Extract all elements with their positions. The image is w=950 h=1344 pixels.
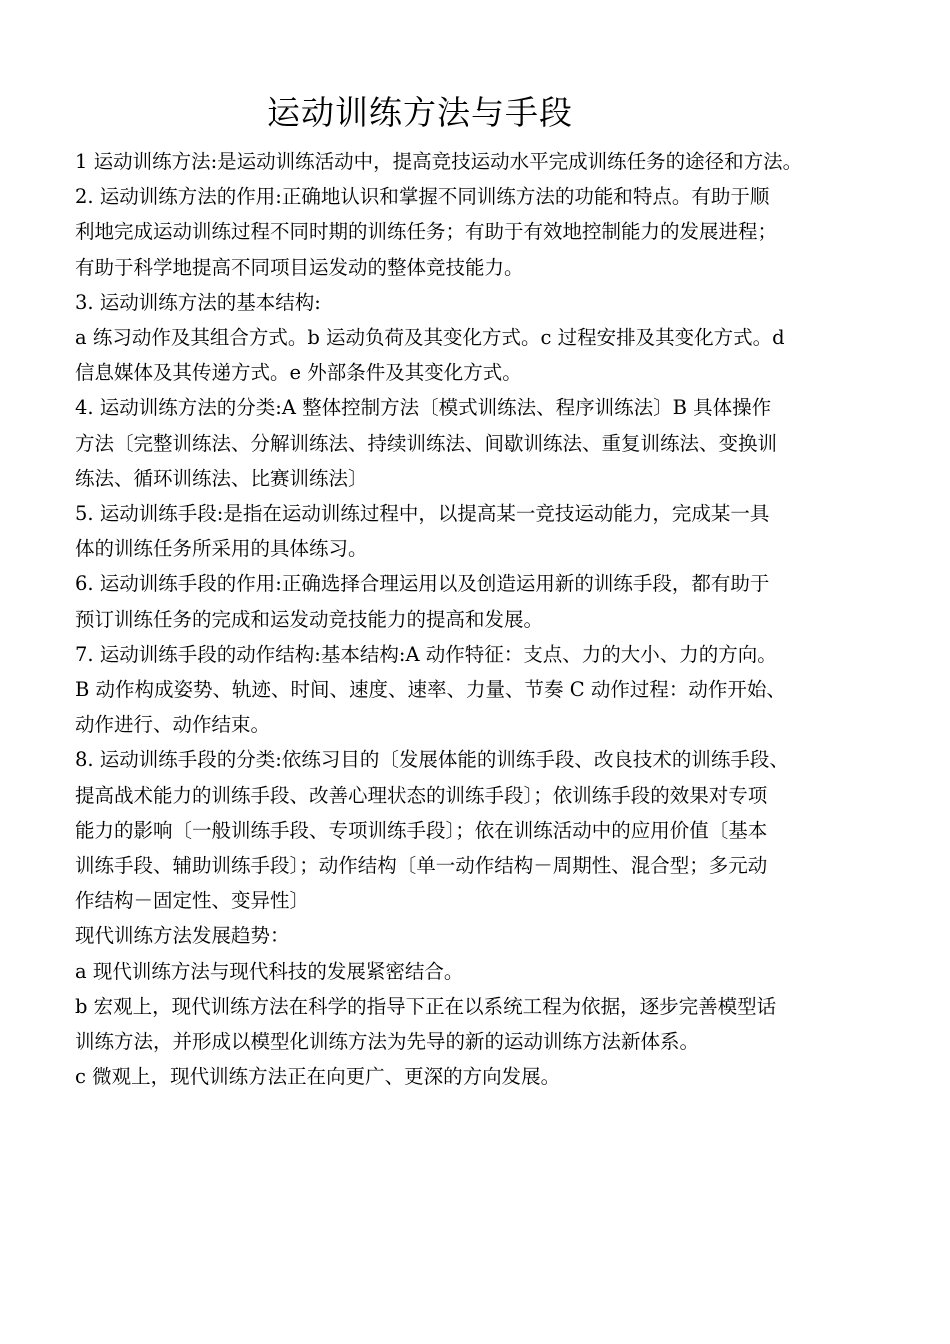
text-line: 动作进行、动作结束。 — [75, 713, 271, 737]
text-line: 练法、循环训练法、比赛训练法〕 — [75, 466, 368, 490]
text-line: 方法〔完整训练法、分解训练法、持续训练法、间歇训练法、重复训练法、变换训 — [75, 431, 778, 455]
document-body — [75, 144, 905, 1094]
text-line: 2. 运动训练方法的作用:正确地认识和掌握不同训练方法的功能和特点。有助于顺 — [75, 185, 770, 209]
text-line: 作结构－固定性、变异性〕 — [75, 889, 310, 913]
text-line: 训练方法，并形成以模型化训练方法为先导的新的运动训练方法新体系。 — [75, 1030, 700, 1054]
text-line: 3. 运动训练方法的基本结构: — [75, 290, 321, 314]
text-line: 7. 运动训练手段的动作结构:基本结构:A 动作特征：支点、力的大小、力的方向。 — [75, 642, 777, 666]
text-line: a 练习动作及其组合方式。b 运动负荷及其变化方式。c 过程安排及其变化方式。d — [75, 326, 785, 350]
text-line: 6. 运动训练手段的作用:正确选择合理运用以及创造运用新的训练手段，都有助于 — [75, 572, 770, 596]
text-line: a 现代训练方法与现代科技的发展紧密结合。 — [75, 959, 464, 983]
text-line: 信息媒体及其传递方式。e 外部条件及其变化方式。 — [75, 361, 522, 385]
text-line: 体的训练任务所采用的具体练习。 — [75, 537, 368, 561]
text-line: 1 运动训练方法:是运动训练活动中，提高竞技运动水平完成训练任务的途径和方法。 — [75, 150, 803, 173]
text-line: 5. 运动训练手段:是指在运动训练过程中，以提高某一竞技运动能力，完成某一具 — [75, 502, 770, 526]
document-title: 运动训练方法与手段 — [267, 93, 573, 132]
text-line: 预订训练任务的完成和运发动竞技能力的提高和发展。 — [75, 607, 544, 631]
text-line: b 宏观上，现代训练方法在科学的指导下正在以系统工程为依据，逐步完善模型话 — [75, 994, 777, 1018]
text-line: 8. 运动训练手段的分类:依练习目的〔发展体能的训练手段、改良技术的训练手段、 — [75, 748, 789, 772]
text-line: c 微观上，现代训练方法正在向更广、更深的方向发展。 — [75, 1065, 561, 1089]
text-line: 提高战术能力的训练手段、改善心理状态的训练手段〕；依训练手段的效果对专项 — [75, 783, 768, 807]
text-line: 现代训练方法发展趋势： — [75, 924, 290, 948]
text-line: 训练手段、辅助训练手段〕；动作结构〔单一动作结构－周期性、混合型；多元动 — [75, 854, 768, 878]
text-line: B 动作构成姿势、轨迹、时间、速度、速率、力量、节奏 C 动作过程：动作开始、 — [75, 678, 786, 702]
text-line: 4. 运动训练方法的分类:A 整体控制方法〔模式训练法、程序训练法〕B 具体操作 — [75, 396, 772, 420]
text-line: 有助于科学地提高不同项目运发动的整体竞技能力。 — [75, 255, 524, 279]
text-line: 能力的影响〔一般训练手段、专项训练手段〕；依在训练活动中的应用价值〔基本 — [75, 818, 768, 842]
text-line: 利地完成运动训练过程不同时期的训练任务；有助于有效地控制能力的发展进程； — [75, 220, 778, 244]
